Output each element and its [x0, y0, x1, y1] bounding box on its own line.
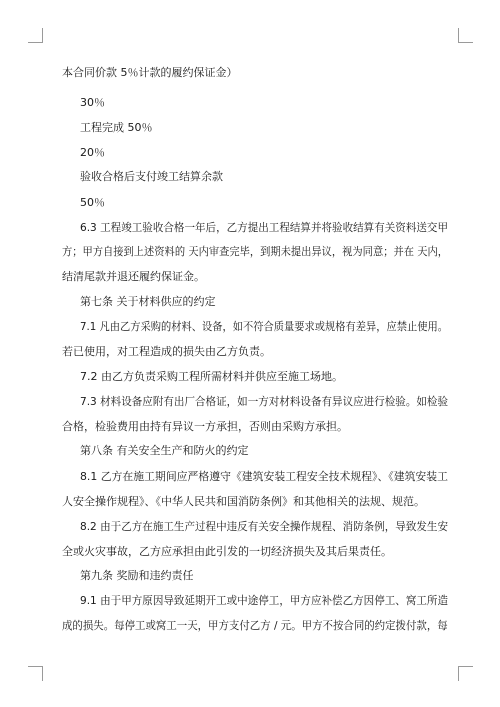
- crop-mark-top-right: [458, 28, 473, 43]
- text-line: 合格，检验费用由持有异议一方承担，否则由采购方承担。: [62, 420, 348, 433]
- text-line: 7.1 凡由乙方采购的材料、设备，如不符合质量要求或规格有差异，应禁止使用。: [80, 320, 448, 333]
- text-line: 本合同价款 5％计款的履约保证金）: [62, 66, 238, 79]
- text-line: 全或火灾事故，乙方应承担由此引发的一切经济损失及其后果责任。: [62, 545, 392, 558]
- section-heading: 第九条 奖励和违约责任: [80, 569, 194, 582]
- text-line: 若已使用，对工程造成的损失由乙方负责。: [62, 345, 271, 358]
- text-line: 30％: [80, 96, 105, 109]
- crop-mark-top-left: [28, 28, 43, 43]
- text-line: 6.3 工程竣工验收合格一年后，乙方提出工程结算并将验收结算有关资料送交甲: [80, 221, 448, 234]
- crop-mark-bottom-right: [458, 666, 473, 681]
- text-line: 7.2 由乙方负责采购工程所需材料并供应至施工场地。: [80, 370, 343, 383]
- text-line: 人安全操作规程》、《中华人民共和国消防条例》和其他相关的法规、规范。: [62, 495, 425, 508]
- text-line: 20％: [80, 146, 105, 159]
- text-line: 7.3 材料设备应附有出厂合格证，如一方对材料设备有异议应进行检验。如检验: [80, 395, 448, 408]
- text-line: 8.2 由于乙方在施工生产过程中违反有关安全操作规程、消防条例，导致发生安: [80, 520, 448, 533]
- text-line: 结清尾款并退还履约保证金。: [62, 270, 205, 283]
- text-line: 50％: [80, 196, 105, 209]
- section-heading: 第七条 关于材料供应的约定: [80, 295, 216, 308]
- text-line: 验收合格后支付竣工结算余款: [80, 170, 223, 183]
- text-line: 方；甲方自接到上述资料的 天内审查完毕，到期未提出异议，视为同意；并在 天内，: [62, 245, 448, 258]
- crop-mark-bottom-left: [28, 666, 43, 681]
- text-line: 9.1 由于甲方原因导致延期开工或中途停工，甲方应补偿乙方因停工、窝工所造: [80, 594, 448, 607]
- text-line: 成的损失。每停工或窝工一天，甲方支付乙方 / 元。甲方不按合同的约定拨付款，每: [62, 619, 448, 632]
- section-heading: 第八条 有关安全生产和防火的约定: [80, 444, 249, 457]
- text-line: 8.1 乙方在施工期间应严格遵守《建筑安装工程安全技术规程》、《建筑安装工: [80, 470, 448, 483]
- text-line: 工程完成 50％: [80, 121, 153, 134]
